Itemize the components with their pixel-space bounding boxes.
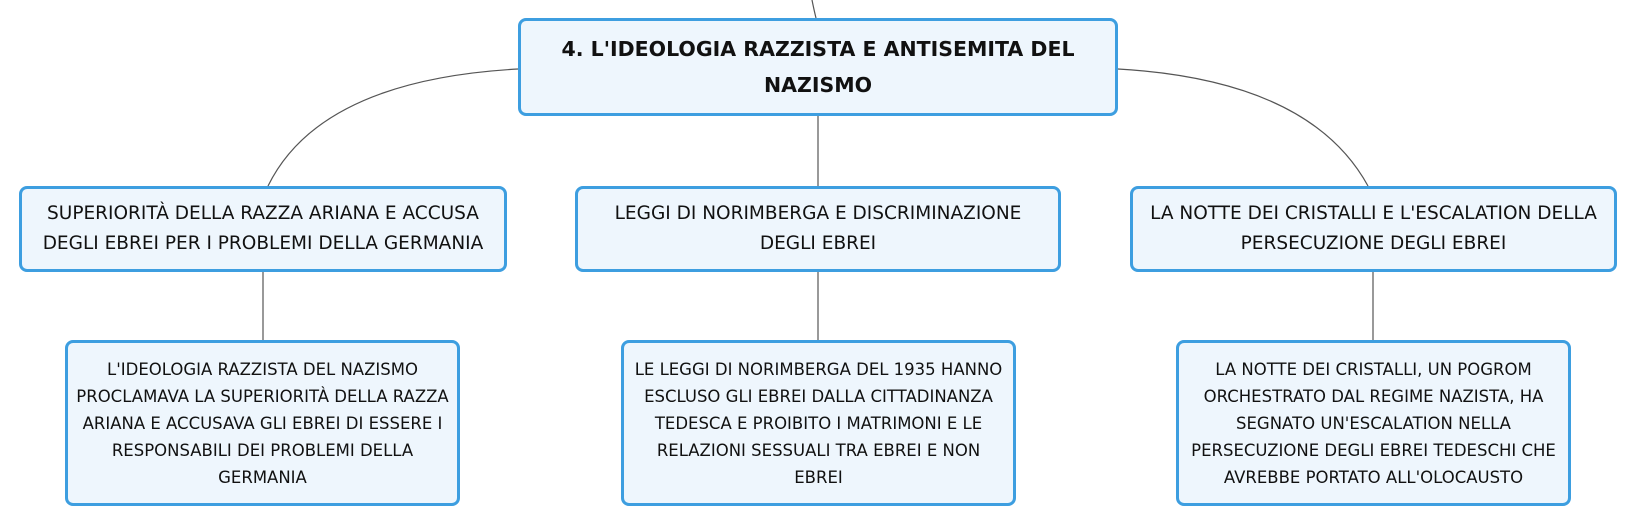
detail-node-kristallnacht[interactable] xyxy=(1176,340,1571,506)
detail-label: LA NOTTE DEI CRISTALLI, UN POGROM ORCHESTRATO DAL REGIME NAZISTA, HA SEGNATO UN'ESCALATION NELLA PERSECUZIONE DEGLI EBREI TEDESCHI CHE AVREBBE PORTATO ALL'OLOCAUSTO xyxy=(1191,359,1556,487)
detail-node-nuremberg-laws[interactable] xyxy=(621,340,1016,506)
detail-label: L'IDEOLOGIA RAZZISTA DEL NAZISMO PROCLAMAVA LA SUPERIORITÀ DELLA RAZZA ARIANA E ACCUSAVA GLI EBREI DI ESSERE I RESPONSABILI DEI PROBLEMI DELLA GERMANIA xyxy=(76,359,449,487)
detail-node-aryan-superiority[interactable] xyxy=(65,340,460,506)
root-topic-label: 4. L'IDEOLOGIA RAZZISTA E ANTISEMITA DEL NAZISMO xyxy=(561,37,1075,97)
topic-label: LEGGI DI NORIMBERGA E DISCRIMINAZIONE DEGLI EBREI xyxy=(614,203,1022,254)
topic-node-nuremberg-laws[interactable] xyxy=(575,186,1061,272)
topic-label: SUPERIORITÀ DELLA RAZZA ARIANA E ACCUSA DEGLI EBREI PER I PROBLEMI DELLA GERMANIA xyxy=(42,203,484,254)
topic-node-kristallnacht[interactable] xyxy=(1130,186,1617,272)
connector-parent-to-root xyxy=(812,0,816,18)
connector-root-to-left xyxy=(268,69,518,186)
detail-label: LE LEGGI DI NORIMBERGA DEL 1935 HANNO ESCLUSO GLI EBREI DALLA CITTADINANZA TEDESCA E PROIBITO I MATRIMONI E LE RELAZIONI SESSUALI TRA EBREI E NON EBREI xyxy=(634,359,1003,487)
root-topic-node[interactable] xyxy=(518,18,1118,116)
topic-node-aryan-superiority[interactable] xyxy=(19,186,507,272)
topic-label: LA NOTTE DEI CRISTALLI E L'ESCALATION DELLA PERSECUZIONE DEGLI EBREI xyxy=(1150,203,1597,254)
connector-root-to-right xyxy=(1118,69,1368,186)
